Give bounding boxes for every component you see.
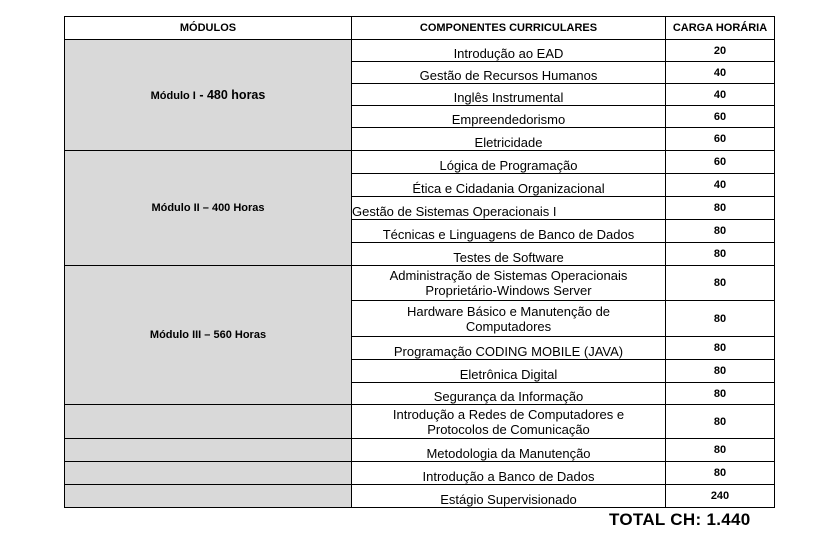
hours-cell: 80 [666,243,775,266]
table-row [65,405,775,439]
component-line-2: Proprietário-Windows Server [425,283,592,298]
component-cell: Ética e Cidadania Organizacional [352,174,666,197]
header-hours: CARGA HORÁRIA [666,17,775,40]
component-cell: Técnicas e Linguagens de Banco de Dados [352,220,666,243]
component-cell: Empreendedorismo [352,106,666,128]
hours-cell: 80 [666,383,775,405]
component-cell: Programação CODING MOBILE (JAVA) [352,337,666,360]
total-hours: TOTAL CH: 1.440 [609,510,751,529]
table-row [65,462,775,485]
component-cell: Inglês Instrumental [352,84,666,106]
component-cell: Estágio Supervisionado [352,485,666,508]
hours-cell: 40 [666,62,775,84]
hours-cell: 80 [666,301,775,337]
module-empty-cell [65,439,352,462]
hours-cell: 40 [666,174,775,197]
table-row [65,151,775,174]
hours-cell: 80 [666,439,775,462]
hours-cell: 60 [666,128,775,151]
header-row [65,17,775,40]
hours-cell: 80 [666,197,775,220]
hours-cell: 60 [666,151,775,174]
component-cell: Eletrônica Digital [352,360,666,383]
hours-cell: 80 [666,220,775,243]
header-modules: MÓDULOS [65,17,352,40]
hours-cell: 80 [666,360,775,383]
component-cell: Testes de Software [352,243,666,266]
component-line-1: Hardware Básico e Manutenção de [406,303,611,319]
component-cell: Introdução ao EAD [352,40,666,62]
curriculum-table [64,16,775,508]
module-empty-cell [65,405,352,439]
module-empty-cell [65,462,352,485]
component-cell: Gestão de Recursos Humanos [352,62,666,84]
component-cell: Metodologia da Manutenção [352,439,666,462]
module-1-cell [65,40,352,151]
component-line-1: Introdução a Redes de Computadores e [392,406,625,422]
hours-cell: 80 [666,337,775,360]
header-components: COMPONENTES CURRICULARES [352,17,666,40]
module-1-label-b: - 480 horas [195,88,266,102]
component-cell: Gestão de Sistemas Operacionais I [352,197,666,220]
component-cell: Segurança da Informação [352,383,666,405]
table-row [65,40,775,62]
hours-cell: 20 [666,40,775,62]
table-row [65,485,775,508]
module-2-cell: Módulo II – 400 Horas [65,151,352,266]
hours-cell: 80 [666,405,775,439]
module-3-cell: Módulo III – 560 Horas [65,266,352,405]
component-line-2: Computadores [465,318,552,334]
module-empty-cell [65,485,352,508]
table-row [65,439,775,462]
component-cell [352,405,666,439]
hours-cell: 80 [666,266,775,301]
hours-cell: 40 [666,84,775,106]
hours-cell: 80 [666,462,775,485]
component-cell [352,266,666,301]
table-row [65,266,775,301]
hours-cell: 240 [666,485,775,508]
component-cell: Introdução a Banco de Dados [352,462,666,485]
component-cell: Lógica de Programação [352,151,666,174]
hours-cell: 60 [666,106,775,128]
module-1-label-a: Módulo I [150,90,196,102]
component-cell [352,301,666,337]
component-cell: Eletricidade [352,128,666,151]
component-line-2: Protocolos de Comunicação [427,421,590,437]
component-line-1: Administração de Sistemas Operacionais [389,268,628,283]
